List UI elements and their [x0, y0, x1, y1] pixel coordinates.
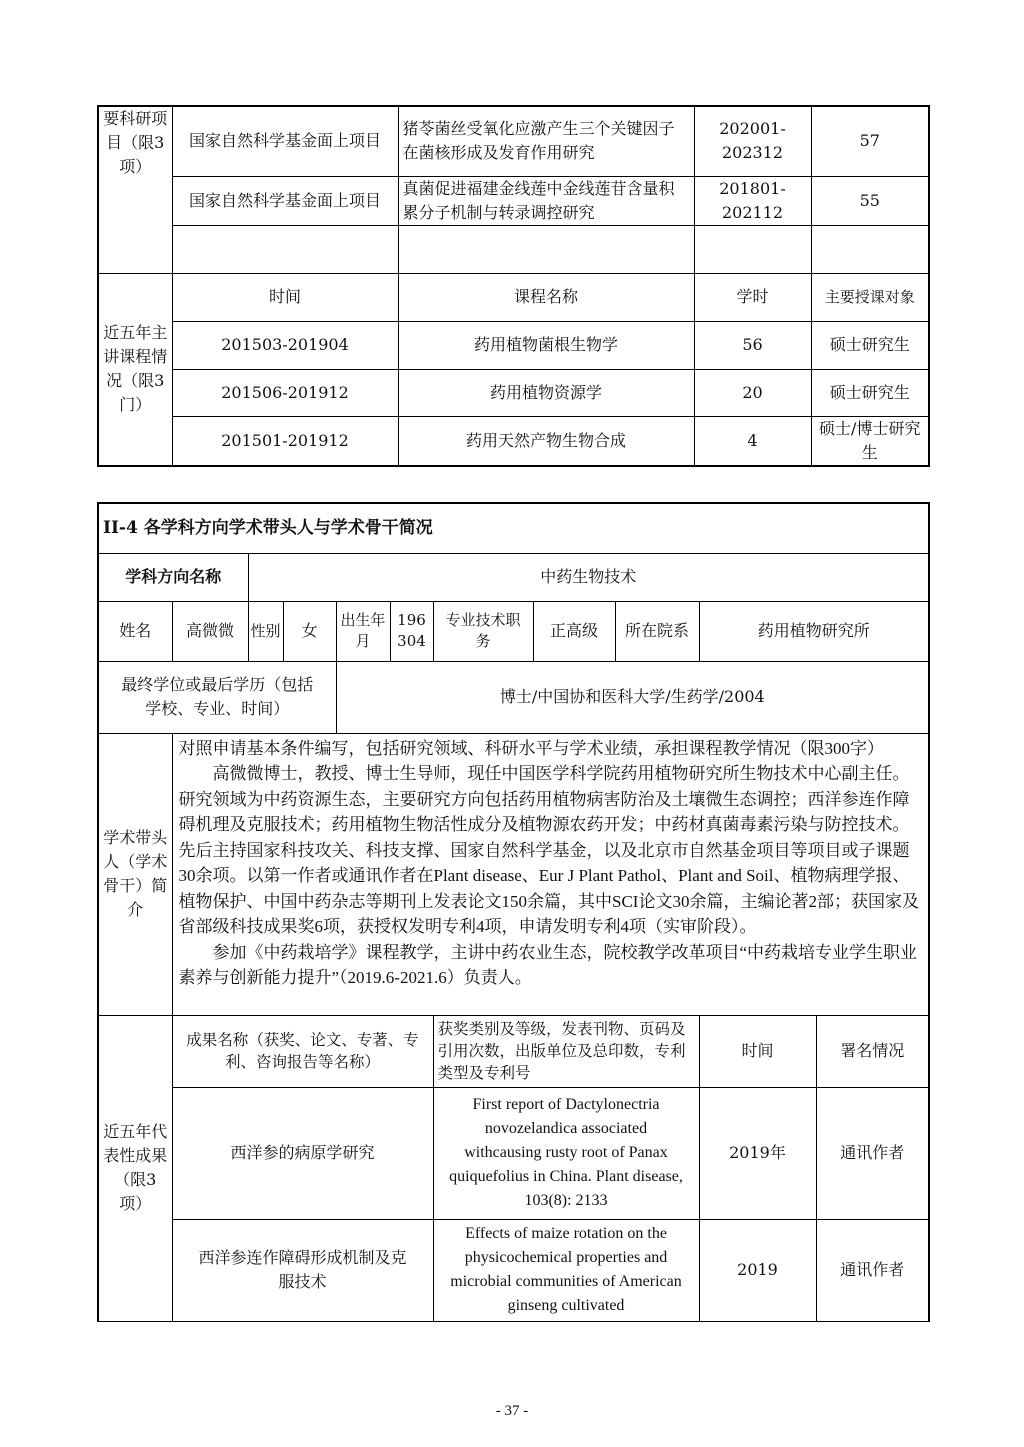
project-name: 真菌促进福建金线莲中金线莲苷含量积累分子机制与转录调控研究 — [398, 176, 694, 225]
project-source: 国家自然科学基金面上项目 — [172, 106, 398, 176]
project-period: 202001-202312 — [694, 106, 811, 176]
intro-paragraph: 高微微博士，教授、博士生导师，现任中国医学科学院药用植物研究所生物技术中心副主任。研究领域为中药资源生态，主要研究方向包括药用植物病害防治及土壤微生态调控；西洋参连作障碍机理及克服技术；药用植物生物活性成分及植物源农药开发；中药材真菌毒素污染与防控技术。先后主持国家科技攻关、科技支撑、国家自然科学基金，以及北京市自然基金项目等项目或子课题30余项。以第一作者或通讯作者在Plant disease、Eur J Plant Pathol、Plant and Soil、植物病理学报、植物保护、中国中药杂志等期刊上发表论文150余篇，其中SCI论文30余篇，主编论著2部；获国家及省部级科技成果奖6项，获授权发明专利4项，申请发明专利4项（实审阶段）。 — [178, 764, 919, 936]
empty-cell — [172, 225, 398, 273]
direction-label: 学科方向名称 — [98, 553, 248, 601]
course-audience: 硕士研究生 — [811, 321, 929, 369]
page-number: - 37 - — [495, 1403, 529, 1419]
ach-category: First report of Dactylonectria novozelandica associated withcausing rusty root of Panax quiquefolius in China. Plant disease, 103(8): 2133 — [433, 1087, 699, 1219]
ach-name: 西洋参连作障碍形成机制及克服技术 — [172, 1219, 433, 1321]
name-label: 姓名 — [98, 601, 172, 661]
courses-header-hours: 学时 — [694, 273, 811, 321]
achievements-label: 近五年代表性成果（限3项） — [98, 1015, 172, 1321]
ach-signature: 通讯作者 — [816, 1219, 929, 1321]
course-hours: 4 — [694, 416, 811, 466]
course-name: 药用天然产物生物合成 — [398, 416, 694, 466]
ach-time: 2019年 — [699, 1087, 816, 1219]
name-value: 高微微 — [172, 601, 248, 661]
course-name: 药用植物资源学 — [398, 369, 694, 416]
gender-label: 性别 — [248, 601, 283, 661]
direction-value: 中药生物技术 — [248, 553, 929, 601]
course-hours: 20 — [694, 369, 811, 416]
projects-courses-table — [97, 105, 930, 467]
dept-label: 所在院系 — [615, 601, 699, 661]
ach-category: Effects of maize rotation on the physicochemical properties and microbial communities of American ginseng cultivated — [433, 1219, 699, 1321]
ach-header-category: 获奖类别及等级，发表刊物、页码及引用次数，出版单位及总印数，专利类型及专利号 — [433, 1015, 699, 1087]
title-value: 正高级 — [533, 601, 615, 661]
course-name: 药用植物菌根生物学 — [398, 321, 694, 369]
course-time: 201503-201904 — [172, 321, 398, 369]
birth-label: 出生年月 — [336, 601, 390, 661]
intro-content — [172, 733, 929, 1015]
courses-label: 近五年主讲课程情况（限3门） — [98, 273, 172, 466]
intro-label: 学术带头人（学术骨干）简介 — [98, 733, 172, 1015]
courses-header-name: 课程名称 — [398, 273, 694, 321]
ach-header-signature: 署名情况 — [816, 1015, 929, 1087]
empty-cell — [811, 225, 929, 273]
project-funding: 57 — [811, 106, 929, 176]
section-title: II-4 各学科方向学术带头人与学术骨干简况 — [98, 503, 929, 553]
gender-value: 女 — [283, 601, 336, 661]
project-period: 201801-202112 — [694, 176, 811, 225]
courses-header-audience: 主要授课对象 — [811, 273, 929, 321]
course-time: 201506-201912 — [172, 369, 398, 416]
ach-header-name: 成果名称（获奖、论文、专著、专利、咨询报告等名称） — [172, 1015, 433, 1087]
course-hours: 56 — [694, 321, 811, 369]
ach-header-time: 时间 — [699, 1015, 816, 1087]
course-audience: 硕士研究生 — [811, 369, 929, 416]
course-audience: 硕士/博士研究生 — [811, 416, 929, 466]
degree-value: 博士/中国协和医科大学/生药学/2004 — [336, 661, 929, 733]
ach-time: 2019 — [699, 1219, 816, 1321]
empty-cell — [694, 225, 811, 273]
dept-value: 药用植物研究所 — [699, 601, 929, 661]
birth-value: 196304 — [390, 601, 433, 661]
title-label: 专业技术职 务 — [433, 601, 533, 661]
course-time: 201501-201912 — [172, 416, 398, 466]
ach-signature: 通讯作者 — [816, 1087, 929, 1219]
degree-label: 最终学位或最后学历（包括学校、专业、时间） — [98, 661, 336, 733]
courses-header-time: 时间 — [172, 273, 398, 321]
academic-leader-table — [97, 502, 930, 1322]
project-funding: 55 — [811, 176, 929, 225]
ach-name: 西洋参的病原学研究 — [172, 1087, 433, 1219]
intro-paragraph: 参加《中药栽培学》课程教学，主讲中药农业生态，院校教学改革项目“中药栽培专业学生职业素养与创新能力提升”（2019.6-2021.6）负责人。 — [178, 942, 918, 987]
project-name: 猪苓菌丝受氧化应激产生三个关键因子在菌核形成及发育作用研究 — [398, 106, 694, 176]
project-source: 国家自然科学基金面上项目 — [172, 176, 398, 225]
empty-cell — [398, 225, 694, 273]
intro-instruction: 对照申请基本条件编写，包括研究领域、科研水平与学术业绩，承担课程教学情况（限300字） — [178, 738, 884, 758]
projects-label: 要科研项目（限3项） — [98, 106, 172, 273]
